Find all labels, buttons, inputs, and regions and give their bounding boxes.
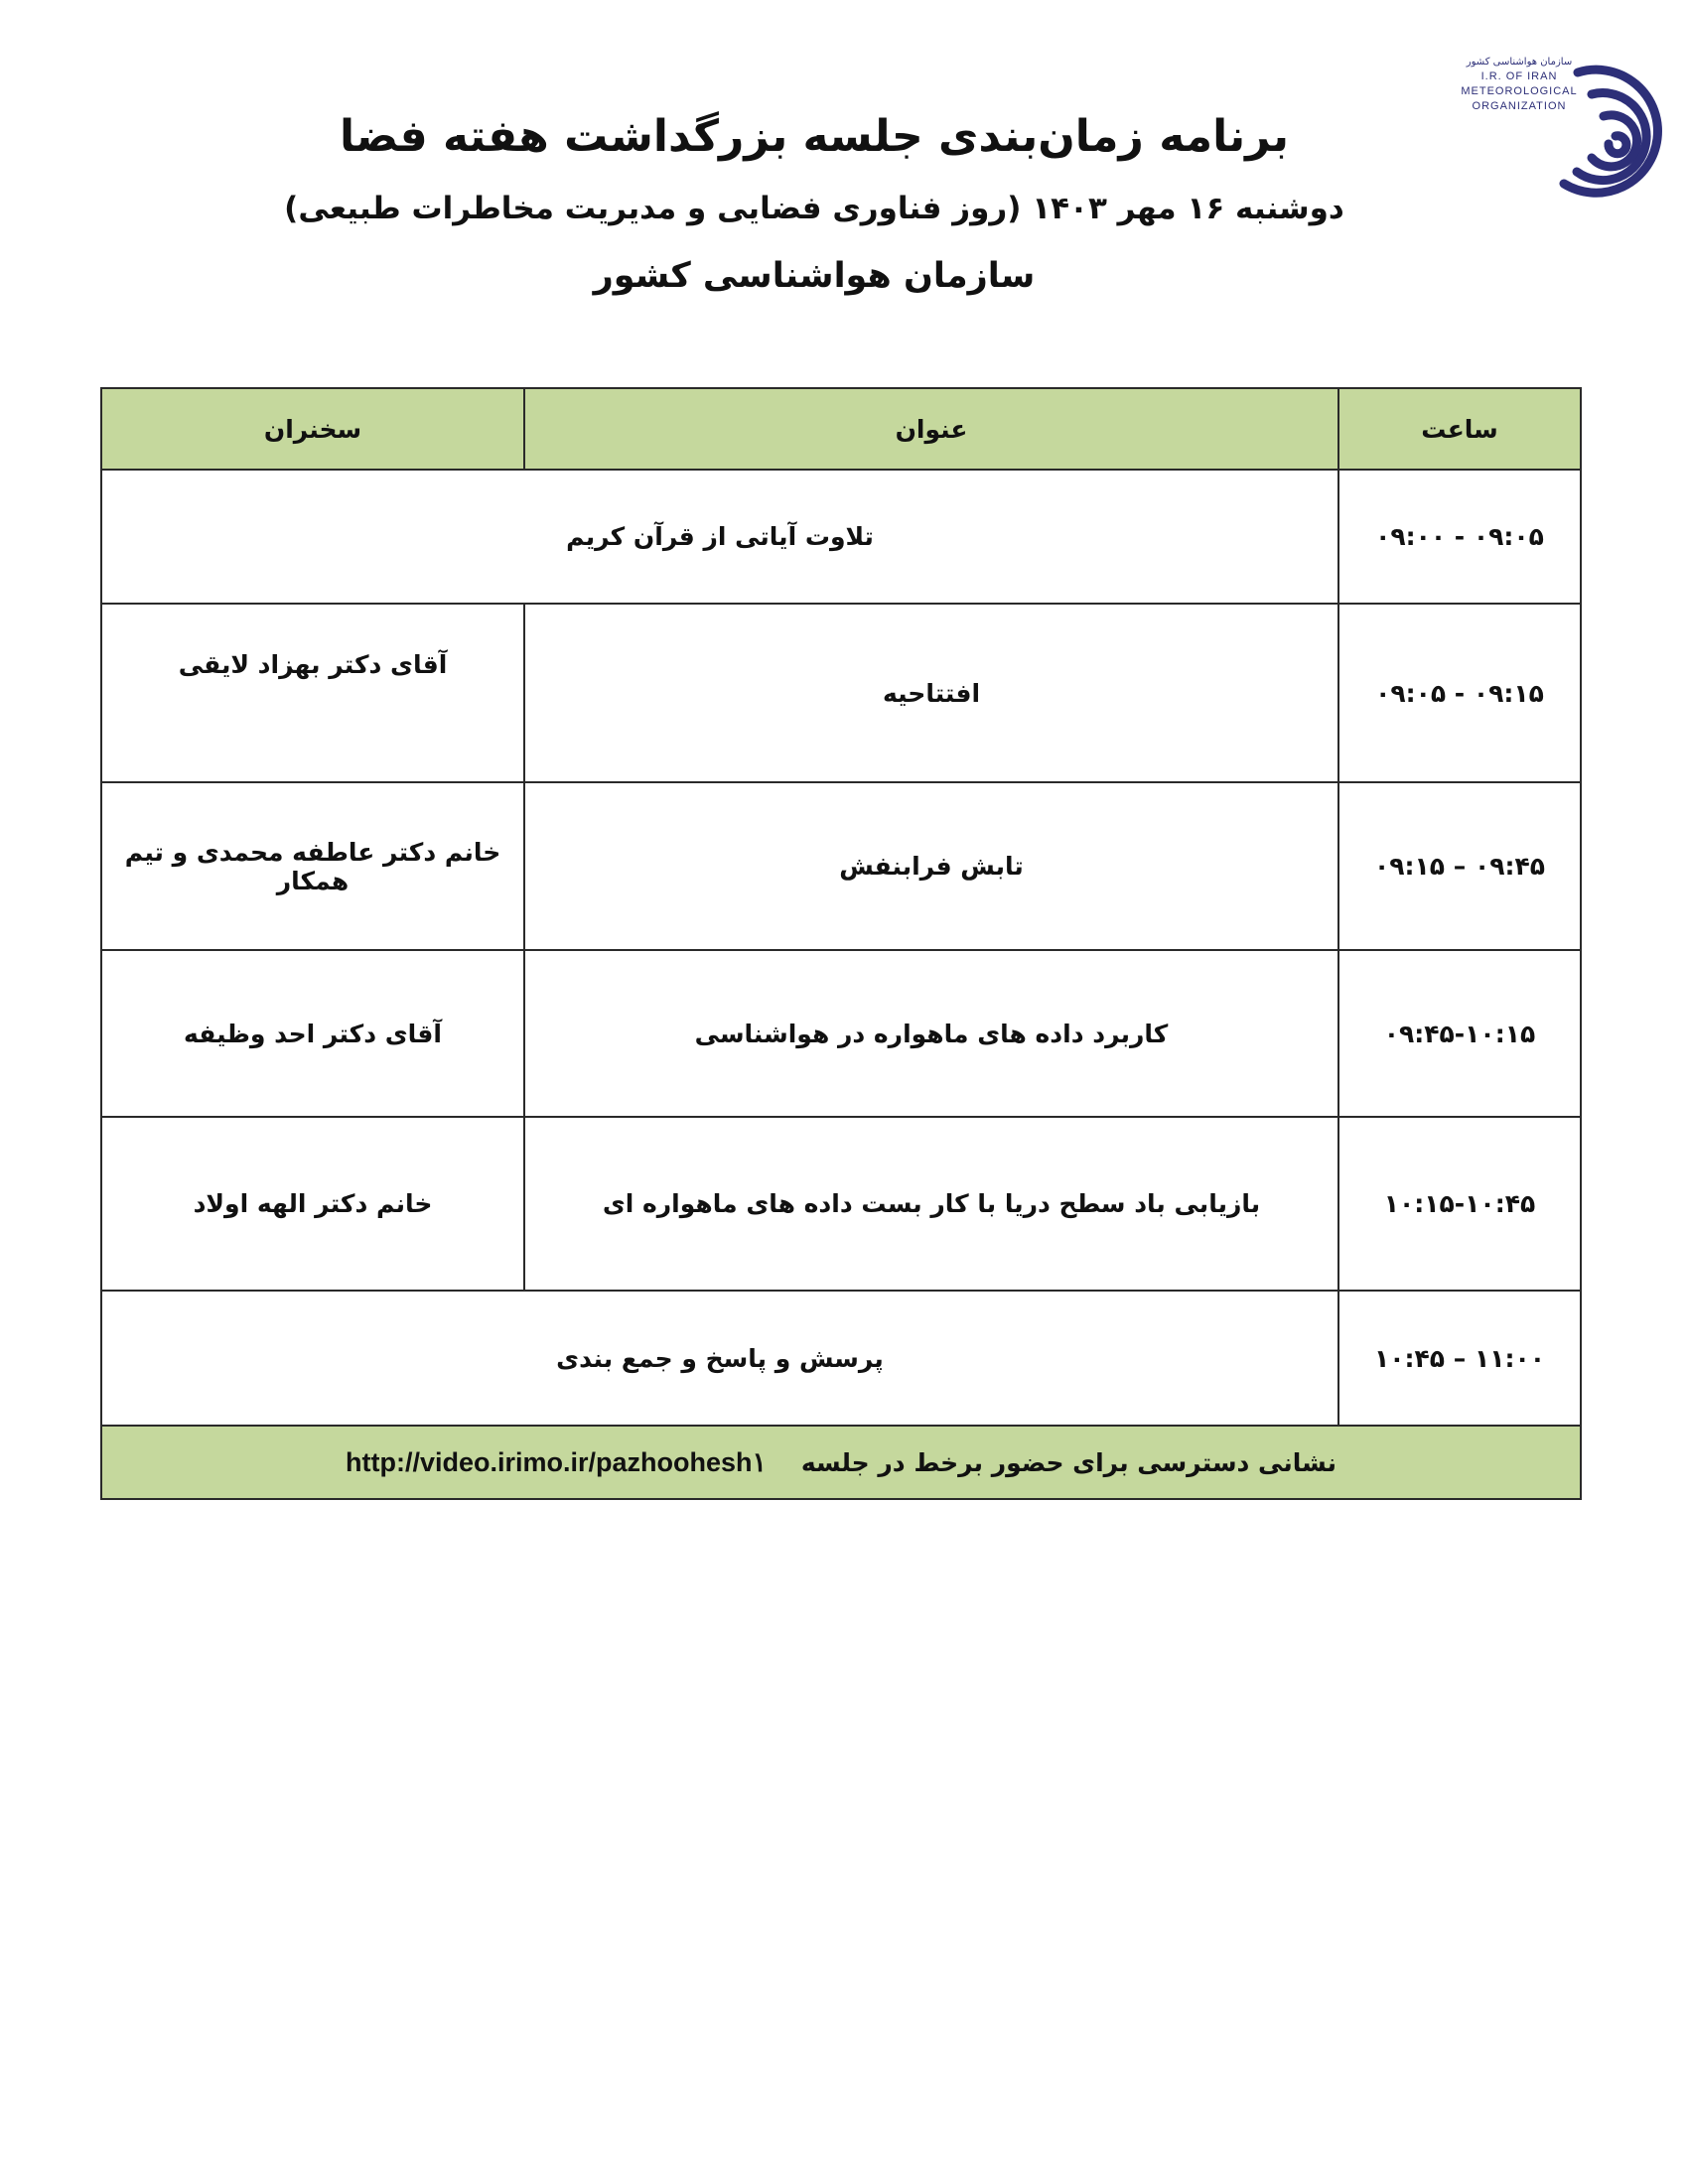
topic-cell: کاربرد داده های ماهواره در هواشناسی [524, 950, 1338, 1117]
logo-caption-fa: سازمان هواشناسی کشور [1466, 57, 1573, 68]
column-header-topic: عنوان [524, 388, 1338, 470]
speaker-cell: خانم دکتر الهه اولاد [101, 1117, 524, 1291]
table-row [101, 604, 1581, 782]
topic-cell: افتتاحیه [524, 604, 1338, 782]
column-header-speaker: سخنران [101, 388, 524, 470]
access-link-url[interactable]: http://video.irimo.ir/pazhoohesh۱ [346, 1446, 768, 1477]
organization-name: سازمان هواشناسی کشور [593, 256, 1036, 296]
table-row [101, 470, 1581, 604]
access-link-cell [101, 1426, 1581, 1499]
time-cell: ۰۹:۰۰ - ۰۹:۰۵ [1338, 470, 1581, 604]
logo-caption [1445, 55, 1594, 114]
topic-cell: تابش فرابنفش [524, 782, 1338, 950]
topic-cell: بازیابی باد سطح دریا با کار بست داده های ماهواره ای [524, 1117, 1338, 1291]
logo-caption-line3: ORGANIZATION [1472, 100, 1567, 112]
time-cell: ۰۹:۴۵-۱۰:۱۵ [1338, 950, 1581, 1117]
topic-cell: پرسش و پاسخ و جمع بندی [101, 1291, 1338, 1426]
speaker-cell: آقای دکتر احد وظیفه [101, 950, 524, 1117]
schedule-table [100, 387, 1582, 1500]
access-link-row [101, 1426, 1581, 1499]
table-row [101, 1117, 1581, 1291]
time-cell: ۱۰:۴۵ – ۱۱:۰۰ [1338, 1291, 1581, 1426]
topic-cell: تلاوت آیاتی از قرآن کریم [101, 470, 1338, 604]
time-cell: ۰۹:۰۵ - ۰۹:۱۵ [1338, 604, 1581, 782]
time-cell: ۰۹:۱۵ – ۰۹:۴۵ [1338, 782, 1581, 950]
table-header-row [101, 388, 1581, 470]
time-cell: ۱۰:۱۵-۱۰:۴۵ [1338, 1117, 1581, 1291]
logo-caption-line2: METEOROLOGICAL [1461, 85, 1578, 97]
column-header-time: ساعت [1338, 388, 1581, 470]
logo-caption-line1: I.R. OF IRAN [1480, 70, 1558, 82]
table-row [101, 1291, 1581, 1426]
access-link-label: نشانی دسترسی برای حضور برخط در جلسه [800, 1447, 1336, 1477]
page-title: برنامه زمان‌بندی جلسه بزرگداشت هفته فضا [339, 111, 1290, 162]
speaker-cell: خانم دکتر عاطفه محمدی و تیم همکار [101, 782, 524, 950]
table-row [101, 782, 1581, 950]
table-row [101, 950, 1581, 1117]
speaker-cell: آقای دکتر بهزاد لایقی [101, 604, 524, 782]
page-subtitle: دوشنبه ۱۶ مهر ۱۴۰۳ (روز فناوری فضایی و مدیریت مخاطرات طبیعی) [284, 191, 1344, 226]
